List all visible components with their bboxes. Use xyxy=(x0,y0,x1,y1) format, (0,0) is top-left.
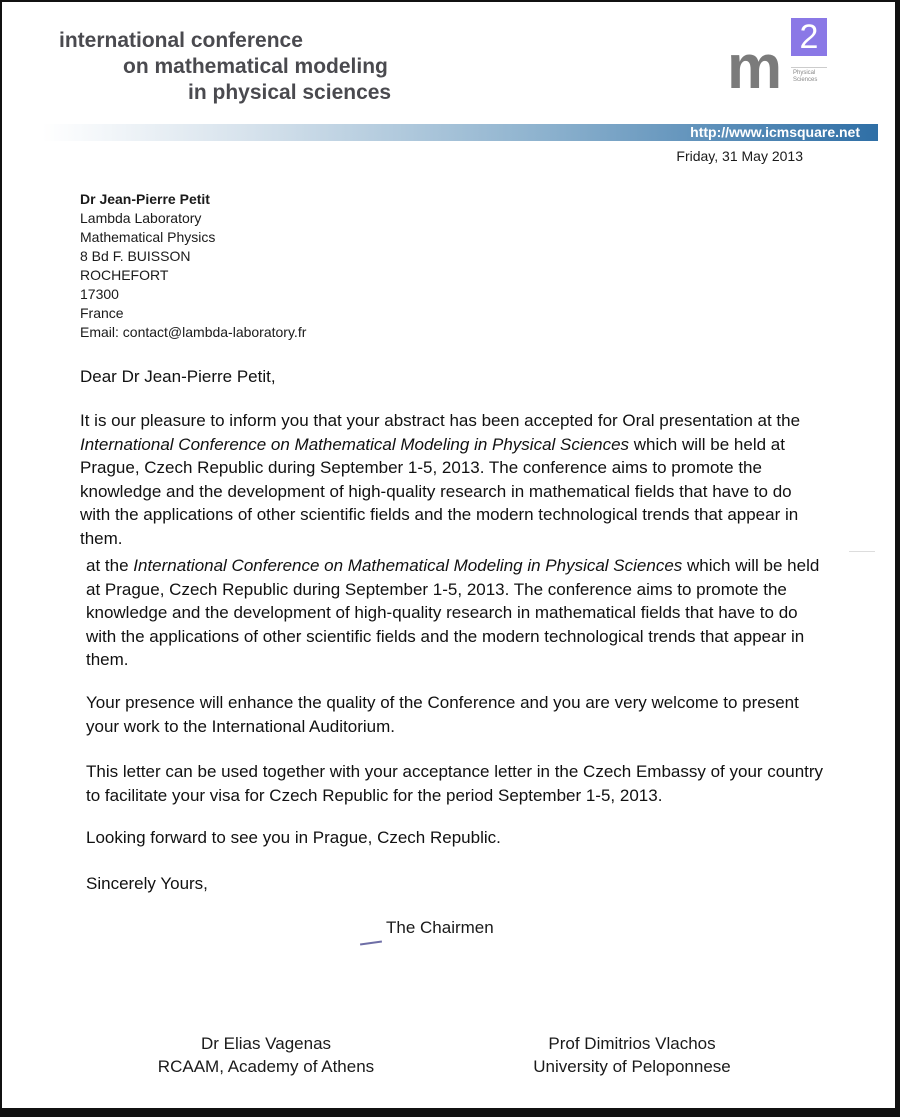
signer-name: Dr Elias Vagenas xyxy=(200,1034,332,1053)
recipient-name: Dr Jean-Pierre Petit xyxy=(80,191,210,207)
paragraph-lead: It is our pleasure to inform you that your abstract has been accepted for Oral presentation at the xyxy=(80,411,801,430)
address-line: France xyxy=(80,305,124,321)
logo-superscript: 2 xyxy=(791,18,827,56)
conference-name: International Conference on Mathematical Modeling in Physical Sciences xyxy=(133,556,683,575)
logo-divider xyxy=(791,67,827,68)
signer-name: Prof Dimitrios Vlachos xyxy=(548,1034,716,1053)
signer-affiliation: University of Peloponnese xyxy=(533,1057,731,1076)
address-line: 17300 xyxy=(80,286,119,302)
logo-subtitle-line-1: Physical xyxy=(793,70,816,76)
address-line: 8 Bd F. BUISSON xyxy=(80,248,191,264)
letter-page xyxy=(2,2,895,1108)
logo-subtitle-line-2: Sciences xyxy=(793,77,818,83)
address-line: ROCHEFORT xyxy=(80,267,169,283)
salutation: Dear Dr Jean-Pierre Petit, xyxy=(80,367,276,386)
signer-affiliation: RCAAM, Academy of Athens xyxy=(157,1057,375,1076)
signature-mark xyxy=(360,940,382,945)
letter-date: Friday, 31 May 2013 xyxy=(676,148,803,164)
visa-paragraph: This letter can be used together with your acceptance letter in the Czech Embassy of your country to facilitate your visa for Czech Republic for the period September 1-5, 2013. xyxy=(86,762,824,805)
logo-subtitle xyxy=(793,70,817,84)
signer-block xyxy=(106,1032,426,1078)
address-line: Mathematical Physics xyxy=(80,229,216,245)
signer-block xyxy=(472,1032,792,1078)
paragraph-lead: at the xyxy=(86,556,134,575)
signed-by: The Chairmen xyxy=(386,918,494,937)
conference-title-line-3: in physical sciences xyxy=(188,81,392,104)
recipient-address xyxy=(80,190,306,342)
paragraph-tail: which will be held at Prague, Czech Republic during September 1-5, 2013. The conference aims to promote the knowledge and the development of high-quality research in mathematical fields that have to do with the applications of other scientific fields and the modern technological trends that appear in them. xyxy=(80,434,799,548)
closing: Sincerely Yours, xyxy=(86,874,208,893)
stray-mark xyxy=(849,551,875,552)
closing-remark: Looking forward to see you in Prague, Czech Republic. xyxy=(86,828,501,847)
address-line: Lambda Laboratory xyxy=(80,210,202,226)
presence-paragraph: Your presence will enhance the quality of the Conference and you are very welcome to present your work to the International Auditorium. xyxy=(86,693,799,736)
logo-letter: m xyxy=(727,33,780,102)
acceptance-paragraph xyxy=(80,409,820,550)
website-link[interactable]: http://www.icmsquare.net xyxy=(690,124,860,140)
conference-title-line-1: international conference xyxy=(59,29,303,52)
header-banner xyxy=(42,124,878,141)
page-border xyxy=(895,108,900,1117)
duplicated-paragraph xyxy=(86,554,826,672)
recipient-email: Email: contact@lambda-laboratory.fr xyxy=(80,324,307,340)
conference-name: International Conference on Mathematical Modeling in Physical Sciences xyxy=(80,434,630,454)
paragraph-tail: which will be held at Prague, Czech Republic during September 1-5, 2013. The conference aims to promote the knowledge and the development of high-quality research in mathematical fields that have to do with the applications of other scientific fields and the modern technological trends that appear in them. xyxy=(86,556,820,669)
conference-title-line-2: on mathematical modeling xyxy=(123,55,388,78)
m2-logo xyxy=(727,18,832,102)
